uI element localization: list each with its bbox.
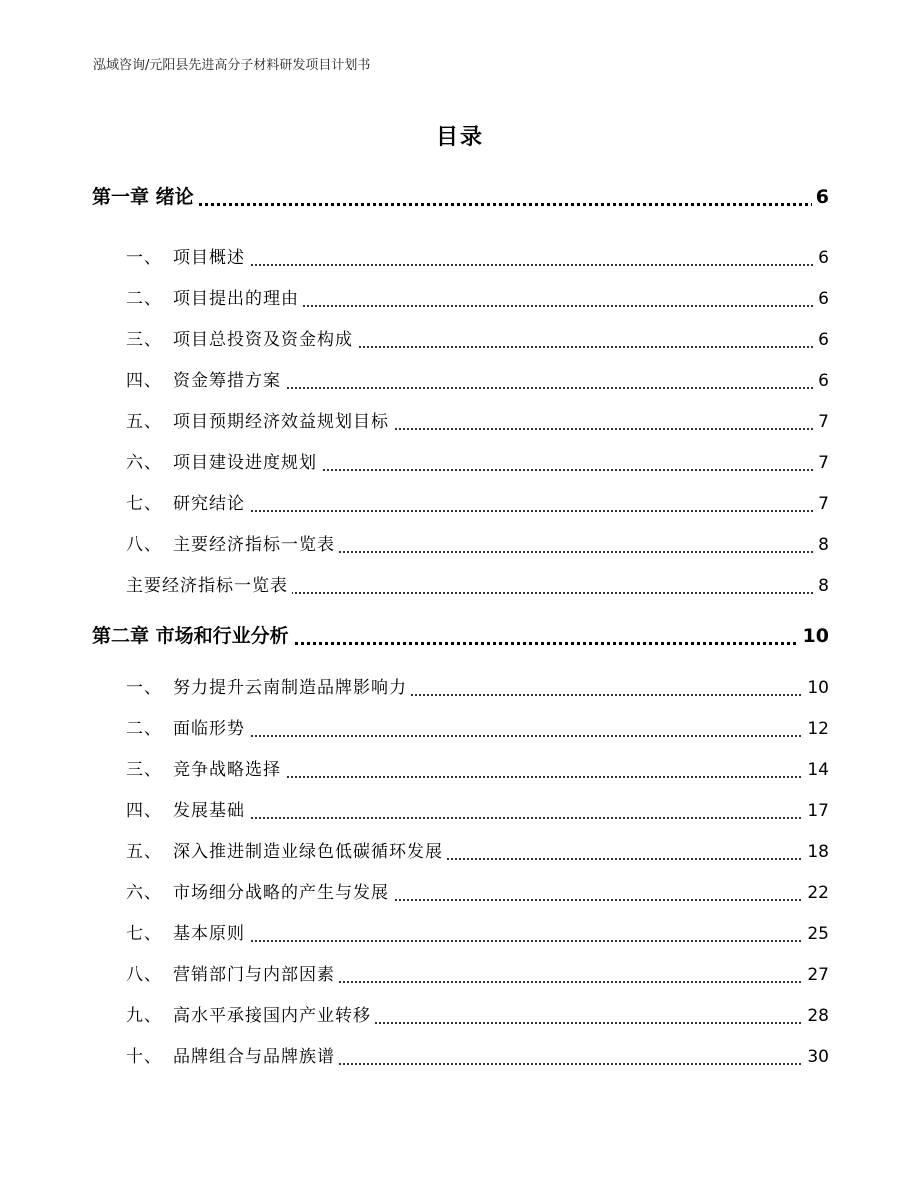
toc-page-number: 12 — [803, 716, 829, 742]
toc-item[interactable] — [0, 716, 920, 744]
toc-item-title: 项目概述 — [173, 248, 245, 268]
running-header: 泓域咨询/元阳县先进高分子材料研发项目计划书 — [93, 58, 371, 73]
toc-item-title: 面临形势 — [173, 719, 245, 739]
toc-page-number: 7 — [814, 450, 829, 476]
toc-page-number: 25 — [803, 921, 829, 947]
toc-item-number: 一、 — [126, 678, 162, 698]
toc-item[interactable] — [0, 409, 920, 437]
toc-page-number: 8 — [814, 573, 829, 599]
toc-item[interactable] — [0, 245, 920, 273]
toc-page-number: 6 — [814, 286, 829, 312]
toc-item[interactable] — [0, 532, 920, 560]
toc-page-number: 28 — [803, 1003, 829, 1029]
toc-item-title: 市场细分战略的产生与发展 — [173, 883, 389, 903]
toc-item[interactable] — [0, 491, 920, 519]
toc-item-title: 资金筹措方案 — [173, 371, 281, 391]
toc-item[interactable] — [0, 757, 920, 785]
toc-item-number: 四、 — [126, 371, 162, 391]
dot-leader — [160, 817, 820, 819]
toc-item-number: 十、 — [126, 1047, 162, 1067]
toc-item-number: 六、 — [126, 883, 162, 903]
toc-item[interactable] — [0, 962, 920, 990]
toc-page-number: 6 — [812, 184, 829, 210]
toc-item-title: 项目提出的理由 — [173, 289, 299, 309]
page-title: 目录 — [435, 125, 484, 150]
toc-page-number: 27 — [803, 962, 829, 988]
toc-chapter-2[interactable] — [0, 623, 920, 651]
toc-item-title: 品牌组合与品牌族谱 — [173, 1047, 335, 1067]
toc-item-title: 项目总投资及资金构成 — [173, 330, 353, 350]
dot-leader — [120, 203, 820, 206]
toc-item-title: 高水平承接国内产业转移 — [173, 1006, 371, 1026]
toc-item[interactable] — [0, 880, 920, 908]
toc-page-number: 7 — [814, 409, 829, 435]
toc-item[interactable] — [0, 573, 920, 601]
dot-leader — [160, 264, 820, 266]
toc-item-title: 发展基础 — [173, 801, 245, 821]
dot-leader — [160, 735, 820, 737]
toc-page-number: 10 — [799, 623, 829, 649]
toc-chapter-1[interactable] — [0, 184, 920, 212]
toc-item[interactable] — [0, 1044, 920, 1072]
toc-item-title: 基本原则 — [173, 924, 245, 944]
toc-item-title: 营销部门与内部因素 — [173, 965, 335, 985]
toc-item-number: 五、 — [126, 412, 162, 432]
toc-item-number: 八、 — [126, 535, 162, 555]
toc-item[interactable] — [0, 839, 920, 867]
dot-leader — [160, 510, 820, 512]
toc-item-title: 主要经济指标一览表 — [173, 535, 335, 555]
toc-page-number: 6 — [814, 327, 829, 353]
toc-item[interactable] — [0, 327, 920, 355]
toc-item[interactable] — [0, 921, 920, 949]
toc-page-number: 10 — [803, 675, 829, 701]
toc-item-number: 七、 — [126, 924, 162, 944]
toc-page-number: 18 — [803, 839, 829, 865]
toc-page-number: 6 — [814, 368, 829, 394]
toc-item-title: 深入推进制造业绿色低碳循环发展 — [173, 842, 443, 862]
toc-item-number: 三、 — [126, 330, 162, 350]
toc-page-number: 6 — [814, 245, 829, 271]
toc-item-title: 项目建设进度规划 — [173, 453, 317, 473]
toc-item[interactable] — [0, 675, 920, 703]
toc-item-number: 二、 — [126, 289, 162, 309]
toc-item-number: 二、 — [126, 719, 162, 739]
toc-item-number: 五、 — [126, 842, 162, 862]
toc-item-title: 研究结论 — [173, 494, 245, 514]
toc-item-title: 主要经济指标一览表 — [126, 576, 288, 596]
toc-item-number: 三、 — [126, 760, 162, 780]
toc-item-title: 竞争战略选择 — [173, 760, 281, 780]
toc-item-title: 努力提升云南制造品牌影响力 — [173, 678, 407, 698]
toc-page-number: 17 — [803, 798, 829, 824]
toc-page-number: 8 — [814, 532, 829, 558]
toc-page-number: 7 — [814, 491, 829, 517]
toc-item-title: 项目预期经济效益规划目标 — [173, 412, 389, 432]
toc-item-number: 九、 — [126, 1006, 162, 1026]
toc-item-number: 七、 — [126, 494, 162, 514]
toc-item[interactable] — [0, 450, 920, 478]
toc-item[interactable] — [0, 798, 920, 826]
toc-chapter-label: 第一章 绪论 — [92, 184, 198, 210]
toc-chapter-label: 第二章 市场和行业分析 — [92, 623, 293, 649]
toc-item-number: 八、 — [126, 965, 162, 985]
toc-item[interactable] — [0, 368, 920, 396]
dot-leader — [160, 940, 820, 942]
toc-item-number: 一、 — [126, 248, 162, 268]
toc-page-number: 30 — [803, 1044, 829, 1070]
toc-item-number: 四、 — [126, 801, 162, 821]
toc-item[interactable] — [0, 1003, 920, 1031]
toc-item-number: 六、 — [126, 453, 162, 473]
toc-page-number: 14 — [803, 757, 829, 783]
toc-item[interactable] — [0, 286, 920, 314]
toc-page-number: 22 — [803, 880, 829, 906]
